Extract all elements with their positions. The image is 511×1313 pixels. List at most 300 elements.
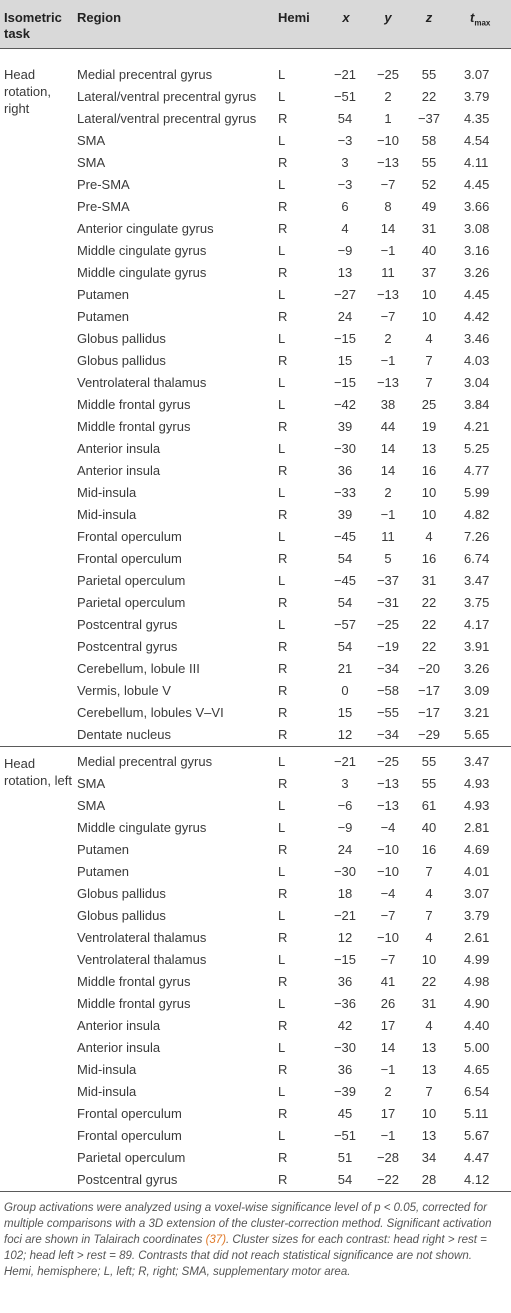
cell-hemi: R (278, 683, 288, 698)
table-row (0, 86, 511, 108)
cell-region: Middle cingulate gyrus (77, 243, 207, 258)
table-row (0, 218, 511, 240)
cell-region: Globus pallidus (77, 908, 166, 923)
table-row (0, 993, 511, 1015)
cell-x: 54 (337, 111, 353, 126)
cell-z: 4 (425, 331, 433, 346)
cell-hemi: R (278, 111, 288, 126)
cell-x: 54 (337, 551, 353, 566)
cell-t: 4.47 (464, 1150, 490, 1165)
cell-x: 13 (337, 265, 353, 280)
cell-z: 55 (421, 754, 437, 769)
cell-hemi: R (278, 776, 288, 791)
cell-t: 4.11 (464, 155, 489, 170)
cell-y: −7 (380, 952, 396, 967)
cell-region: Ventrolateral thalamus (77, 375, 207, 390)
table-header (0, 0, 511, 49)
cell-y: −10 (376, 842, 400, 857)
table-row (0, 152, 511, 174)
cell-x: 12 (337, 727, 353, 742)
table-row (0, 1125, 511, 1147)
cell-x: −3 (337, 177, 353, 192)
footnote-text-1: Group activations were analyzed using a voxel-wise significance level of p < 0.05, corrected for multiple comparisons with a 3D extension of the cluster-correction method. Significant activation foci are shown in Talairach coordinates (4, 1202, 492, 1246)
cell-y: −7 (380, 177, 396, 192)
cell-x: 36 (337, 1062, 353, 1077)
cell-hemi: R (278, 727, 288, 742)
cell-x: −15 (333, 331, 357, 346)
cell-t: 3.26 (464, 661, 490, 676)
cell-region: Middle frontal gyrus (77, 996, 191, 1011)
cell-x: −9 (337, 820, 353, 835)
cell-x: 39 (337, 507, 353, 522)
cell-z: 7 (425, 375, 433, 390)
cell-x: −30 (333, 441, 357, 456)
table-row (0, 306, 511, 328)
cell-region: Middle cingulate gyrus (77, 820, 207, 835)
cell-y: −13 (376, 375, 400, 390)
cell-y: 2 (384, 485, 392, 500)
cell-z: 28 (421, 1172, 437, 1187)
cell-y: 14 (380, 1040, 396, 1055)
cell-t: 4.21 (464, 419, 490, 434)
cell-z: 31 (421, 221, 437, 236)
cell-y: 5 (384, 551, 392, 566)
cell-y: −10 (376, 133, 400, 148)
cell-z: 4 (425, 529, 433, 544)
cell-hemi: R (278, 353, 288, 368)
cell-region: Ventrolateral thalamus (77, 930, 207, 945)
cell-region: Postcentral gyrus (77, 639, 178, 654)
cell-region: Pre-SMA (77, 199, 130, 214)
cell-x: −15 (333, 952, 357, 967)
cell-y: −4 (380, 820, 396, 835)
cell-y: −1 (380, 353, 396, 368)
cell-y: −34 (376, 661, 400, 676)
cell-t: 6.74 (464, 551, 490, 566)
cell-x: 3 (341, 155, 349, 170)
cell-z: 55 (421, 155, 437, 170)
cell-x: 4 (341, 221, 349, 236)
cell-x: 3 (341, 776, 349, 791)
cell-z: 40 (421, 820, 437, 835)
cell-x: −21 (333, 67, 357, 82)
cell-z: −29 (417, 727, 441, 742)
cell-t: 4.01 (464, 864, 490, 879)
cell-region: Cerebellum, lobule III (77, 661, 200, 676)
cell-hemi: R (278, 309, 288, 324)
cell-x: −6 (337, 798, 353, 813)
cell-region: Frontal operculum (77, 529, 182, 544)
cell-t: 3.79 (464, 908, 490, 923)
cell-t: 4.90 (464, 996, 490, 1011)
cell-t: 3.66 (464, 199, 490, 214)
cell-z: 22 (421, 595, 437, 610)
cell-t: 6.54 (464, 1084, 490, 1099)
cell-t: 3.26 (464, 265, 490, 280)
cell-z: 55 (421, 67, 437, 82)
cell-z: 22 (421, 974, 437, 989)
cell-hemi: L (278, 177, 286, 192)
cell-t: 3.47 (464, 754, 490, 769)
cell-z: 13 (421, 1128, 437, 1143)
table-row (0, 174, 511, 196)
cell-y: −13 (376, 287, 400, 302)
cell-hemi: R (278, 639, 288, 654)
cell-region: Putamen (77, 287, 130, 302)
cell-hemi: L (278, 617, 286, 632)
cell-region: Cerebellum, lobules V–VI (77, 705, 224, 720)
table-row (0, 773, 511, 795)
cell-hemi: R (278, 886, 288, 901)
cell-region: Putamen (77, 842, 130, 857)
table-row (0, 240, 511, 262)
cell-hemi: R (278, 155, 288, 170)
table-row (0, 905, 511, 927)
cell-x: −57 (333, 617, 357, 632)
cell-hemi: R (278, 705, 288, 720)
cell-z: 19 (421, 419, 437, 434)
table-row (0, 817, 511, 839)
cell-region: SMA (77, 133, 106, 148)
cell-x: −21 (333, 908, 357, 923)
cell-region: Middle frontal gyrus (77, 974, 191, 989)
cell-z: −37 (417, 111, 441, 126)
header-hemi: Hemi (278, 10, 310, 25)
cell-z: 10 (421, 485, 437, 500)
cell-y: 38 (380, 397, 396, 412)
table-row (0, 482, 511, 504)
cell-x: −27 (333, 287, 357, 302)
cell-hemi: R (278, 419, 288, 434)
cell-hemi: L (278, 798, 286, 813)
cell-x: 12 (337, 930, 353, 945)
header-task: Isometric task (4, 10, 62, 41)
cell-z: 49 (421, 199, 437, 214)
cell-x: 6 (341, 199, 349, 214)
cell-region: Dentate nucleus (77, 727, 171, 742)
cell-z: 52 (421, 177, 437, 192)
cell-hemi: L (278, 397, 286, 412)
cell-region: Globus pallidus (77, 886, 166, 901)
cell-z: 10 (421, 287, 437, 302)
cell-x: −15 (333, 375, 357, 390)
cell-hemi: R (278, 842, 288, 857)
cell-hemi: R (278, 463, 288, 478)
cell-region: Putamen (77, 309, 130, 324)
cell-region: Parietal operculum (77, 573, 186, 588)
table-row (0, 1081, 511, 1103)
cell-t: 3.75 (464, 595, 490, 610)
cell-y: −13 (376, 155, 400, 170)
cell-t: 3.46 (464, 331, 490, 346)
table-row (0, 196, 511, 218)
cell-x: 0 (341, 683, 349, 698)
cell-t: 5.11 (464, 1106, 489, 1121)
cell-t: 5.67 (464, 1128, 490, 1143)
cell-hemi: L (278, 864, 286, 879)
cell-t: 4.42 (464, 309, 490, 324)
cell-y: −37 (376, 573, 400, 588)
cell-x: −42 (333, 397, 357, 412)
cell-z: 34 (421, 1150, 437, 1165)
cell-y: −55 (376, 705, 400, 720)
cell-x: −45 (333, 573, 357, 588)
cell-x: 45 (337, 1106, 353, 1121)
table-row (0, 394, 511, 416)
cell-region: Mid-insula (77, 485, 137, 500)
table-row (0, 262, 511, 284)
cell-y: −13 (376, 798, 400, 813)
table-row (0, 1015, 511, 1037)
cell-hemi: L (278, 1084, 286, 1099)
cell-t: 4.77 (464, 463, 490, 478)
cell-region: Ventrolateral thalamus (77, 952, 207, 967)
table-body (0, 49, 511, 1192)
cell-z: 16 (421, 551, 437, 566)
cell-y: −25 (376, 67, 400, 82)
cell-z: 13 (421, 1062, 437, 1077)
cell-hemi: R (278, 974, 288, 989)
cell-region: Lateral/ventral precentral gyrus (77, 89, 257, 104)
table-row (0, 1059, 511, 1081)
cell-z: −20 (417, 661, 441, 676)
cell-t: 3.07 (464, 886, 490, 901)
cell-t: 3.47 (464, 573, 490, 588)
cell-hemi: L (278, 1040, 286, 1055)
cell-y: −31 (376, 595, 400, 610)
cell-hemi: L (278, 441, 286, 456)
table-row (0, 1037, 511, 1059)
cell-t: 4.17 (464, 617, 490, 632)
table-row (0, 1169, 511, 1191)
cell-t: 4.45 (464, 287, 490, 302)
cell-y: −34 (376, 727, 400, 742)
cell-t: 2.81 (464, 820, 490, 835)
cell-hemi: L (278, 573, 286, 588)
cell-hemi: R (278, 551, 288, 566)
cell-y: 17 (380, 1106, 396, 1121)
cell-hemi: L (278, 754, 286, 769)
table-row (0, 108, 511, 130)
cell-hemi: L (278, 67, 286, 82)
cell-z: 16 (421, 463, 437, 478)
cell-hemi: R (278, 1018, 288, 1033)
cell-y: −13 (376, 776, 400, 791)
cell-y: 44 (380, 419, 396, 434)
table-row (0, 724, 511, 746)
cell-hemi: R (278, 1106, 288, 1121)
cell-t: 4.45 (464, 177, 490, 192)
cell-hemi: R (278, 507, 288, 522)
cell-y: 2 (384, 89, 392, 104)
cell-region: Parietal operculum (77, 1150, 186, 1165)
cell-z: 7 (425, 1084, 433, 1099)
cell-region: Mid-insula (77, 1084, 137, 1099)
cell-x: −36 (333, 996, 357, 1011)
table-row (0, 680, 511, 702)
cell-hemi: R (278, 930, 288, 945)
cell-y: 11 (381, 529, 395, 544)
table-row (0, 861, 511, 883)
cell-region: Vermis, lobule V (77, 683, 171, 698)
cell-y: 26 (380, 996, 396, 1011)
cell-t: 4.03 (464, 353, 490, 368)
cell-t: 4.54 (464, 133, 490, 148)
cell-t: 5.25 (464, 441, 490, 456)
cell-t: 3.04 (464, 375, 490, 390)
cell-z: 58 (421, 133, 437, 148)
cell-x: −3 (337, 133, 353, 148)
cell-y: 17 (380, 1018, 396, 1033)
cell-region: Lateral/ventral precentral gyrus (77, 111, 257, 126)
cell-z: 7 (425, 353, 433, 368)
cell-region: Anterior insula (77, 441, 161, 456)
cell-region: Pre-SMA (77, 177, 130, 192)
cell-hemi: L (278, 908, 286, 923)
cell-y: −19 (376, 639, 400, 654)
table-row (0, 1147, 511, 1169)
cell-hemi: L (278, 331, 286, 346)
cell-t: 4.12 (464, 1172, 490, 1187)
cell-y: 2 (384, 331, 392, 346)
cell-y: 2 (384, 1084, 392, 1099)
header-z: z (425, 10, 433, 25)
table-row (0, 636, 511, 658)
cell-hemi: R (278, 661, 288, 676)
cell-z: 25 (421, 397, 437, 412)
cell-t: 3.09 (464, 683, 490, 698)
table-row (0, 702, 511, 724)
table-row (0, 949, 511, 971)
cell-x: 39 (337, 419, 353, 434)
cell-t: 3.16 (464, 243, 490, 258)
cell-region: Postcentral gyrus (77, 1172, 178, 1187)
cell-z: 31 (421, 573, 437, 588)
cell-z: 16 (421, 842, 437, 857)
table-row (0, 372, 511, 394)
table-row (0, 971, 511, 993)
cell-region: Medial precentral gyrus (77, 754, 213, 769)
cell-y: −7 (380, 309, 396, 324)
cell-t: 2.61 (464, 930, 490, 945)
cell-z: 31 (421, 996, 437, 1011)
table-row (0, 526, 511, 548)
cell-region: Postcentral gyrus (77, 617, 178, 632)
cell-y: 14 (380, 463, 396, 478)
cell-x: 15 (337, 353, 353, 368)
cell-region: SMA (77, 776, 106, 791)
cell-hemi: L (278, 375, 286, 390)
cell-y: 14 (380, 221, 396, 236)
cell-t: 4.99 (464, 952, 490, 967)
footnote-abbreviations: Hemi, hemisphere; L, left; R, right; SMA, supplementary motor area. (4, 1266, 351, 1278)
cell-y: 14 (380, 441, 396, 456)
cell-hemi: R (278, 1062, 288, 1077)
cell-hemi: L (278, 287, 286, 302)
cell-x: 36 (337, 974, 353, 989)
cell-z: 10 (421, 1106, 437, 1121)
cell-region: SMA (77, 155, 106, 170)
cell-t: 4.69 (464, 842, 490, 857)
cell-y: −1 (380, 243, 396, 258)
cell-x: −39 (333, 1084, 357, 1099)
cell-z: 22 (421, 89, 437, 104)
cell-t: 7.26 (464, 529, 490, 544)
cell-x: 54 (337, 595, 353, 610)
cell-x: −30 (333, 864, 357, 879)
cell-t: 3.07 (464, 67, 490, 82)
cell-x: 24 (337, 309, 353, 324)
cell-region: Medial precentral gyrus (77, 67, 213, 82)
header-tmax (470, 10, 490, 32)
cell-region: Anterior insula (77, 1040, 161, 1055)
cell-hemi: L (278, 952, 286, 967)
cell-z: 22 (421, 639, 437, 654)
cell-z: 4 (425, 1018, 433, 1033)
cell-y: −1 (380, 1062, 396, 1077)
cell-region: Middle frontal gyrus (77, 397, 191, 412)
cell-z: 55 (421, 776, 437, 791)
cell-region: Frontal operculum (77, 551, 182, 566)
table-row (0, 438, 511, 460)
cell-hemi: R (278, 1172, 288, 1187)
table-row (0, 1103, 511, 1125)
table-row (0, 751, 511, 773)
cell-z: 13 (421, 1040, 437, 1055)
cell-hemi: L (278, 133, 286, 148)
table-row (0, 284, 511, 306)
cell-z: 40 (421, 243, 437, 258)
cell-t: 5.65 (464, 727, 490, 742)
cell-x: −45 (333, 529, 357, 544)
cell-y: 1 (384, 111, 392, 126)
cell-t: 3.08 (464, 221, 490, 236)
cell-x: 15 (337, 705, 353, 720)
cell-z: 7 (425, 908, 433, 923)
cell-z: 4 (425, 930, 433, 945)
cell-region: Putamen (77, 864, 130, 879)
cell-x: 54 (337, 639, 353, 654)
cell-t: 5.00 (464, 1040, 490, 1055)
table-row (0, 504, 511, 526)
cell-t: 3.84 (464, 397, 490, 412)
cell-hemi: L (278, 529, 286, 544)
cell-z: 10 (421, 507, 437, 522)
table-group (0, 49, 511, 747)
cell-t: 3.91 (464, 639, 490, 654)
table-row (0, 64, 511, 86)
footnote-reference-link[interactable]: (37) (205, 1234, 227, 1246)
cell-hemi: R (278, 1150, 288, 1165)
table-row (0, 130, 511, 152)
cell-y: 8 (384, 199, 392, 214)
cell-y: −10 (376, 930, 400, 945)
cell-y: −4 (380, 886, 396, 901)
cell-hemi: L (278, 996, 286, 1011)
cell-region: Parietal operculum (77, 595, 186, 610)
header-x: x (342, 10, 350, 25)
cell-region: Anterior insula (77, 463, 161, 478)
cell-hemi: R (278, 595, 288, 610)
cell-z: −17 (417, 705, 441, 720)
header-region: Region (77, 10, 122, 25)
cell-z: 13 (421, 441, 437, 456)
cell-region: Middle frontal gyrus (77, 419, 191, 434)
cell-y: −7 (380, 908, 396, 923)
cell-x: −21 (333, 754, 357, 769)
table-row (0, 350, 511, 372)
cell-hemi: L (278, 89, 286, 104)
